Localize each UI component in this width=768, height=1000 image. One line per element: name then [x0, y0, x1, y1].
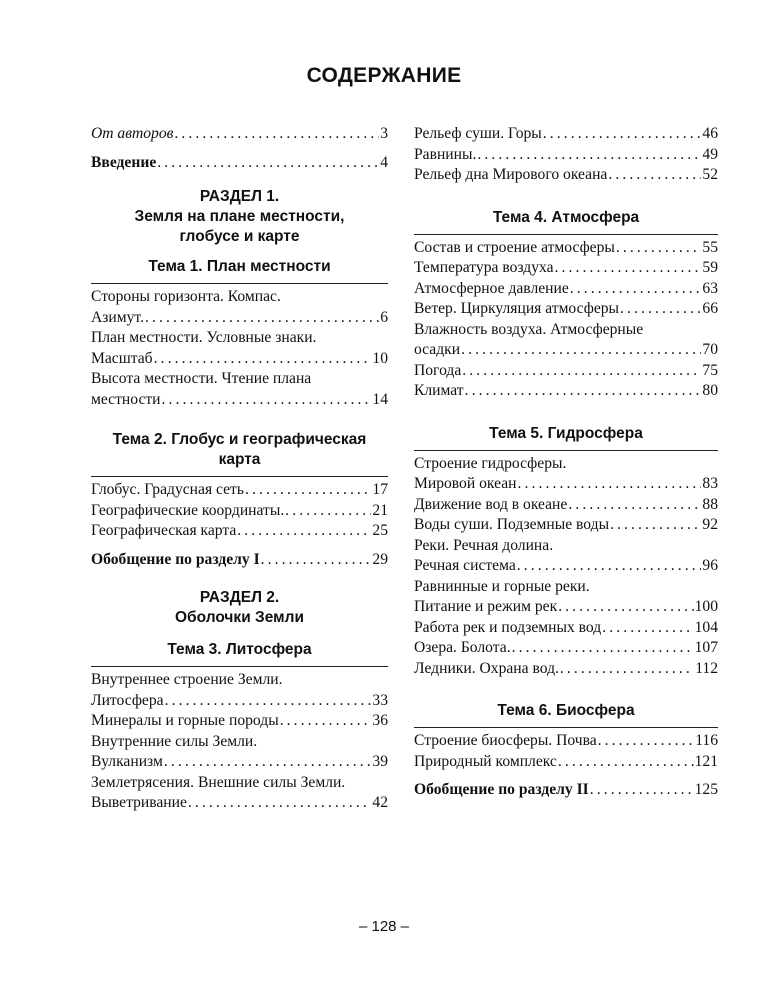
entry-label: Питание и режим рек [414, 598, 558, 615]
entry-label: Масштаб [91, 349, 153, 367]
entry-page: 80 [702, 382, 718, 399]
dot-leader [465, 381, 702, 402]
dot-leader [461, 340, 701, 361]
toc-entry-summary-1 [91, 550, 388, 571]
toc-entry: План местности. Условные знаки. Масштаб . . . 10 [91, 328, 388, 369]
dot-leader [164, 752, 372, 773]
entry-label: Литосфера [91, 691, 164, 709]
entry-label: Озера. Болота. [414, 639, 511, 656]
dot-leader [165, 691, 372, 712]
entry-label: Климат [414, 382, 464, 399]
toc-entry-summary-2 [414, 780, 718, 801]
section-2-heading: РАЗДЕЛ 2. Оболочки Земли [175, 589, 304, 626]
toc-entry: Влажность воздуха. Атмосферные осадки . . . 70 [414, 320, 718, 361]
toc-entry [414, 659, 718, 680]
toc-entry [414, 515, 718, 536]
toc-entry [91, 501, 388, 522]
entry-page: 66 [702, 300, 718, 317]
entry-label: Погода [414, 361, 462, 379]
entry-page: 112 [695, 659, 718, 677]
entry-page: 83 [702, 475, 718, 492]
dot-leader [568, 495, 701, 516]
divider [414, 727, 718, 728]
toc-left-column [91, 124, 388, 814]
topic-3-heading: Тема 3. Литосфера [167, 641, 312, 658]
entry-label: Азимут. [91, 308, 144, 326]
entry-label: Природный комплекс [414, 752, 557, 770]
toc-entry [91, 480, 388, 501]
dot-leader [188, 793, 371, 814]
entry-label: Минералы и горные породы [91, 712, 279, 729]
entry-label: местности [91, 390, 161, 408]
entry-page: 25 [372, 522, 388, 539]
toc-right-column [414, 124, 718, 801]
toc-entry [414, 279, 718, 300]
entry-page: 33 [372, 691, 388, 709]
toc-entry [414, 361, 718, 382]
topic-2-heading: Тема 2. Глобус и географическая карта [112, 431, 367, 468]
dot-leader [543, 124, 702, 145]
dot-leader [558, 752, 694, 773]
entry-page: 104 [694, 618, 718, 636]
toc-entry [414, 638, 718, 659]
divider [91, 476, 388, 477]
entry-label: Речная система [414, 557, 516, 574]
topic-4-heading: Тема 4. Атмосфера [492, 208, 640, 226]
entry-page: 96 [702, 557, 718, 574]
entry-label: Обобщение по разделу II [414, 781, 589, 798]
entry-label: От авторов [91, 125, 174, 142]
toc-entry-intro [91, 153, 388, 174]
entry-page: 29 [372, 550, 388, 568]
entry-page: 52 [702, 166, 718, 183]
entry-page: 75 [702, 361, 718, 379]
entry-label: Воды суши. Подземные воды [414, 516, 610, 533]
dot-leader [154, 349, 372, 370]
dot-leader [608, 165, 701, 186]
entry-label: Вулканизм [91, 753, 163, 770]
entry-label: Географические координаты. [91, 501, 285, 519]
toc-entry: Внутреннее строение Земли. Литосфера . . . 33 [91, 670, 388, 711]
entry-label: Географическая карта [91, 522, 237, 539]
dot-leader [620, 299, 701, 320]
page-title: СОДЕРЖАНИЕ [306, 64, 462, 87]
entry-page: 39 [372, 753, 388, 770]
entry-page: 10 [372, 349, 388, 367]
toc-entry [414, 381, 718, 402]
page-number: – 128 – [358, 918, 410, 935]
entry-page: 46 [702, 125, 718, 142]
entry-page: 55 [702, 238, 718, 256]
entry-page: 36 [372, 712, 388, 729]
toc-entry [414, 238, 718, 259]
entry-page: 4 [380, 153, 388, 171]
entry-label: Атмосферное давление [414, 279, 569, 297]
dot-leader [517, 474, 701, 495]
toc-entry [414, 165, 718, 186]
toc-entry [414, 495, 718, 516]
entry-label: Равнины. [414, 145, 477, 163]
entry-page: 42 [372, 794, 388, 811]
entry-page: 92 [702, 516, 718, 533]
entry-label: Ледники. Охрана вод. [414, 659, 559, 677]
entry-label: Работа рек и подземных вод [414, 618, 602, 636]
entry-label: Движение вод в океане [414, 495, 568, 513]
dot-leader [237, 521, 371, 542]
divider [91, 283, 388, 284]
entry-page: 121 [694, 752, 718, 770]
dot-leader [462, 361, 701, 382]
dot-leader [280, 711, 372, 732]
topic-6-heading: Тема 6. Биосфера [497, 702, 635, 719]
dot-leader [590, 780, 694, 801]
entry-label: Состав и строение атмосферы [414, 238, 615, 256]
toc-entry [414, 618, 718, 639]
entry-page: 70 [702, 341, 718, 358]
entry-label: Обобщение по разделу I [91, 550, 260, 568]
dot-leader [558, 597, 693, 618]
entry-label: Введение [91, 153, 157, 171]
entry-label: Глобус. Градусная сеть [91, 481, 244, 498]
dot-leader [145, 308, 379, 329]
entry-page: 107 [694, 639, 718, 656]
entry-label: Ветер. Циркуляция атмосферы [414, 300, 620, 317]
toc-entry [414, 124, 718, 145]
dot-leader [512, 638, 694, 659]
entry-label: осадки [414, 341, 461, 358]
entry-page: 21 [372, 501, 388, 519]
dot-leader [560, 659, 694, 680]
dot-leader [285, 501, 371, 522]
divider [414, 234, 718, 235]
toc-entry [91, 521, 388, 542]
divider [414, 450, 718, 451]
section-1-heading: РАЗДЕЛ 1. Земля на плане местности, глобусе и карте [134, 188, 345, 245]
entry-page: 49 [702, 145, 718, 163]
entry-page: 116 [695, 732, 718, 749]
dot-leader [602, 618, 693, 639]
dot-leader [570, 279, 702, 300]
entry-page: 59 [702, 259, 718, 276]
dot-leader [616, 238, 702, 259]
toc-entry [414, 258, 718, 279]
dot-leader [555, 258, 702, 279]
entry-page: 63 [702, 279, 718, 297]
divider [91, 666, 388, 667]
toc-entry: Реки. Речная долина. Речная система . . . 96 [414, 536, 718, 577]
dot-leader [598, 731, 695, 752]
dot-leader [245, 480, 371, 501]
toc-entry [414, 145, 718, 166]
entry-label: Выветривание [91, 794, 187, 811]
dot-leader [517, 556, 702, 577]
entry-page: 100 [694, 598, 718, 615]
toc-entry-from-authors [91, 124, 388, 145]
entry-page: 3 [380, 125, 388, 142]
toc-entry: Землетрясения. Внешние силы Земли. Выветривание . . . 42 [91, 773, 388, 814]
entry-label: Температура воздуха [414, 259, 554, 276]
dot-leader [477, 145, 701, 166]
entry-label: Рельеф суши. Горы [414, 125, 542, 142]
dot-leader [610, 515, 701, 536]
entry-page: 6 [380, 308, 388, 326]
toc-entry [91, 711, 388, 732]
toc-entry: Стороны горизонта. Компас. Азимут. . . . 6 [91, 287, 388, 328]
toc-entry [414, 299, 718, 320]
topic-5-heading: Тема 5. Гидросфера [489, 424, 643, 442]
entry-label: Рельеф дна Мирового океана [414, 166, 608, 183]
entry-page: 17 [372, 481, 388, 498]
entry-label: Строение биосферы. Почва [414, 732, 597, 749]
toc-entry: Строение гидросферы. Мировой океан . . . 83 [414, 454, 718, 495]
toc-entry: Внутренние силы Земли. Вулканизм . . . 39 [91, 732, 388, 773]
entry-label: Мировой океан [414, 475, 517, 492]
dot-leader [162, 390, 372, 411]
toc-entry [414, 731, 718, 752]
entry-page: 88 [702, 495, 718, 513]
dot-leader [174, 124, 379, 145]
toc-entry [414, 752, 718, 773]
topic-1-heading: Тема 1. План местности [148, 258, 331, 275]
dot-leader [261, 550, 372, 571]
toc-entry: Равнинные и горные реки. Питание и режим рек . . . 100 [414, 577, 718, 618]
entry-page: 14 [372, 390, 388, 408]
entry-page: 125 [694, 781, 718, 798]
toc-entry: Высота местности. Чтение плана местности . . . 14 [91, 369, 388, 410]
dot-leader [157, 153, 379, 174]
